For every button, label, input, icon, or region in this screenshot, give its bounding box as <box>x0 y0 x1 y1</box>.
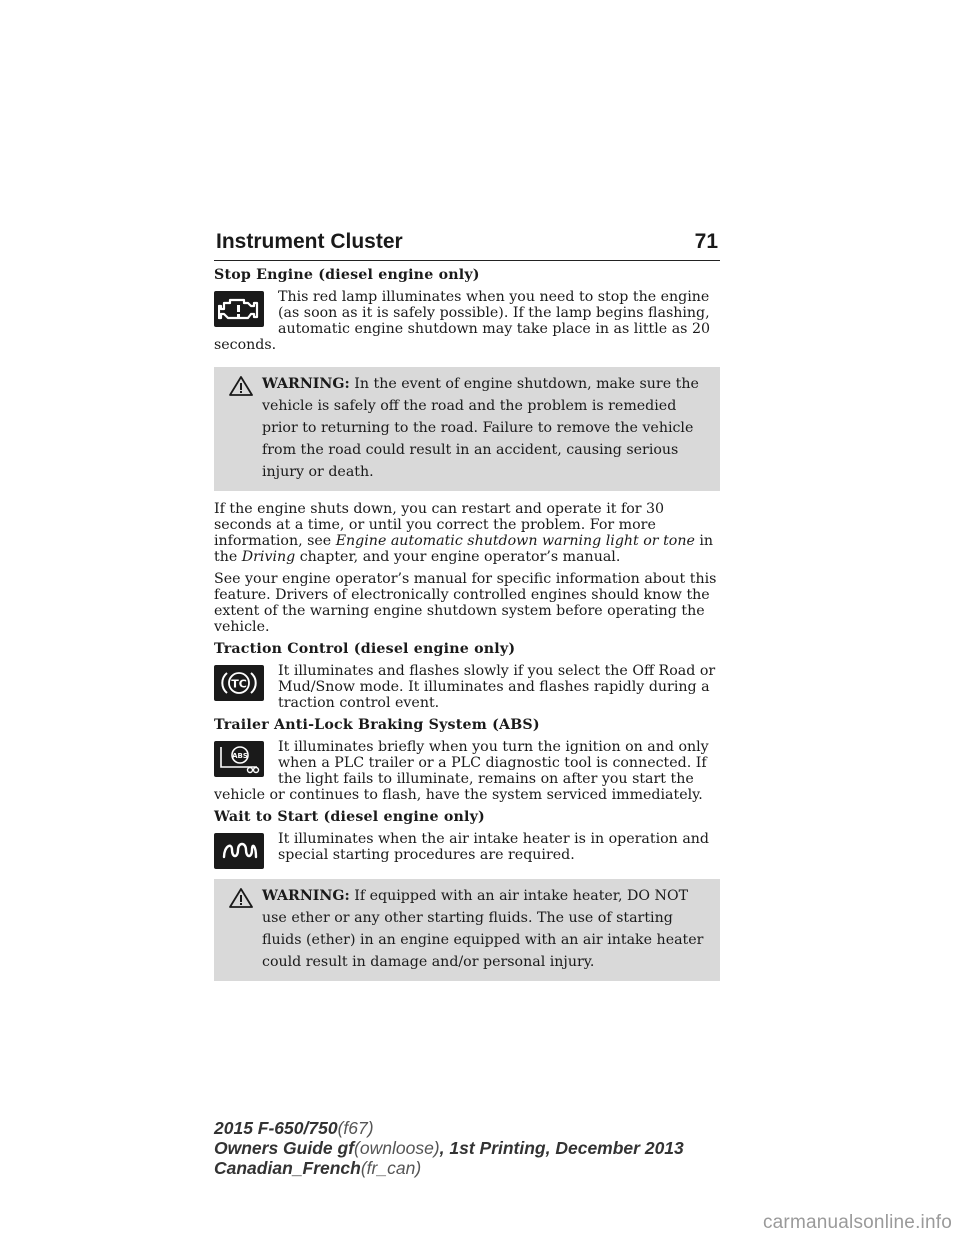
trailer-abs-row <box>214 739 720 803</box>
wait-start-heading: Wait to Start (diesel engine only) <box>214 809 485 825</box>
restart-text-end: chapter, and your engine operator’s manual. <box>295 549 621 565</box>
traction-control-icon <box>214 665 264 701</box>
warning-label: WARNING: <box>262 888 350 904</box>
restart-paragraph <box>214 501 720 565</box>
print-footer <box>214 1118 684 1178</box>
engine-warning-icon <box>214 291 264 327</box>
traction-heading: Traction Control (diesel engine only) <box>214 641 516 657</box>
footer-language-code: (fr_can) <box>360 1158 422 1178</box>
trailer-abs-icon <box>214 741 264 777</box>
operator-manual-paragraph: See your engine operator’s manual for specific information about this feature. Drivers of electronically controlled engines should know the extent of the warning engine shutdown system before operating the vehicle. <box>214 571 717 635</box>
restart-text: If the engine shuts down, you can restart and operate it for 30 seconds at a time, or until you correct the problem. For more information, see <box>214 501 665 549</box>
chapter-title: Instrument Cluster <box>216 230 403 253</box>
warning-triangle-icon <box>228 887 254 909</box>
warning-box-shutdown <box>214 367 720 491</box>
stop-engine-row <box>214 289 720 353</box>
abs-label: ABS <box>232 752 248 760</box>
driving-chapter-xref: Driving <box>241 549 296 565</box>
stop-engine-text: This red lamp illuminates when you need to stop the engine (as soon as it is safely possible). If the lamp begins flashing, automatic engine shutdown may take place in as little as 20 seconds. <box>214 289 710 353</box>
traction-row <box>214 663 720 711</box>
shutdown-xref: Engine automatic shutdown warning light or tone <box>335 533 695 549</box>
footer-guide: Owners Guide gf <box>214 1138 355 1158</box>
footer-model-code: (f67) <box>337 1118 374 1138</box>
warning-triangle-icon <box>228 375 254 397</box>
footer-model: 2015 F-650/750 <box>214 1118 338 1138</box>
warning-text: If equipped with an air intake heater, DO NOT use ether or any other starting fluids. The use of starting fluids (ether) in an engine equipped with an air intake heater could result in damage and/or personal injury. <box>262 888 704 970</box>
warning-box-ether <box>214 879 720 981</box>
trailer-abs-heading: Trailer Anti-Lock Braking System (ABS) <box>214 717 540 733</box>
site-watermark: carmanualsonline.info <box>762 1212 952 1233</box>
trailer-abs-text: It illuminates briefly when you turn the ignition on and only when a PLC trailer or a PLC diagnostic tool is connected. If the light fails to illuminate, remains on after you start the vehicle or continues to flash, have the system serviced immediately. <box>214 739 709 803</box>
page-number: 71 <box>694 230 718 253</box>
restart-text-mid: in the <box>214 533 714 565</box>
stop-engine-heading: Stop Engine (diesel engine only) <box>214 267 480 283</box>
traction-text: It illuminates and flashes slowly if you select the Off Road or Mud/Snow mode. It illuminates and flashes rapidly during a traction control event. <box>278 663 716 711</box>
page-header <box>214 228 720 261</box>
wait-start-row <box>214 831 720 863</box>
page-body <box>214 267 720 991</box>
footer-printing: , 1st Printing, December 2013 <box>439 1138 684 1158</box>
footer-language: Canadian_French <box>214 1158 361 1178</box>
warning-label: WARNING: <box>262 376 350 392</box>
wait-start-text: It illuminates when the air intake heater is in operation and special starting procedures are required. <box>278 831 709 863</box>
glow-plug-icon <box>214 833 264 869</box>
warning-text: In the event of engine shutdown, make sure the vehicle is safely off the road and the problem is remedied prior to returning to the road. Failure to remove the vehicle from the road could result in an accident, causing serious injury or death. <box>262 376 699 480</box>
footer-guide-type: (ownloose) <box>354 1138 440 1158</box>
tc-label: TC <box>231 677 247 691</box>
